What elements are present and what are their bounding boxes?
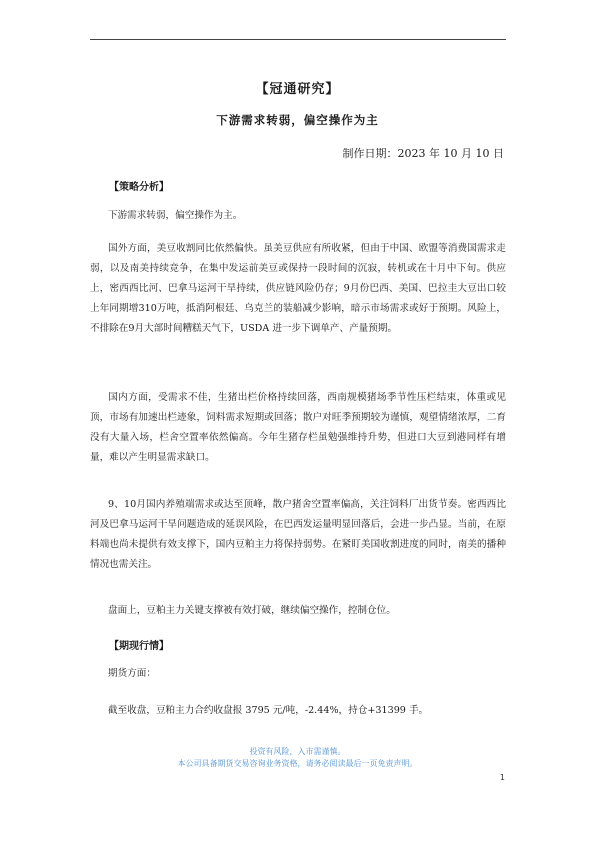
paragraph-domestic	[90, 388, 506, 468]
paragraph-trading	[90, 601, 506, 621]
qualification-disclaimer: 本公司具备期货交易咨询业务资格，请务必阅读最后一页免责声明。	[177, 759, 418, 768]
risk-disclaimer: 投资有风险，入市需谨慎。	[249, 747, 346, 756]
section-market-heading: 【期现行情】	[109, 641, 169, 652]
paragraph-outlook	[90, 495, 506, 575]
paragraph-overseas-text: 国外方面，美豆收割同比依然偏快。虽美豆供应有所收紧，但由于中国、欧盟等消费国需求走弱，以及南美持续竞争，在集中发运前美豆或保持一段时间的沉寂，转机或在十月中下旬。供应上，密西西比河、巴拿马运河干旱持续，供应链风险仍存；9月份巴西、美国、巴拉圭大豆出口较上年同期增310万吨，抵消阿根廷、乌克兰的装船减少影响，暗示市场需求或好于预期。风险上，不排除在9月大部时间糟糕天气下，USDA 进一步下调单产、产量预期。	[90, 243, 506, 334]
section-strategy-heading: 【策略分析】	[109, 182, 169, 193]
paragraph-outlook-text: 9、10月国内养殖端需求或达至顶峰，散户猪舍空置率偏高，关注饲料厂出货节奏。密西西比河及巴拿马运河干旱问题造成的延误风险，在巴西发运量明显回落后，会进一步凸显。当前，在原料端也尚未提供有效支撑下，国内豆粕主力将保持弱势。在紧盯美国收割进度的同时，南美的播种情况也需关注。	[90, 499, 506, 570]
paragraph-close-price	[90, 701, 506, 721]
paragraph-futures-label	[90, 664, 506, 684]
paragraph-overseas	[90, 239, 506, 339]
paragraph-futures-label-text: 期货方面：	[108, 668, 156, 679]
report-date: 制作日期：2023 年 10 月 10 日	[342, 147, 504, 160]
paragraph-trading-text: 盘面上，豆粕主力关键支撑被有效打破，继续偏空操作，控制仓位。	[108, 605, 396, 616]
header-rule	[90, 39, 506, 40]
report-title: 【冠通研究】	[255, 82, 340, 97]
paragraph-domestic-text: 国内方面，受需求不佳，生猪出栏价格持续回落，西南规模猪场季节性压栏结束，体重或见顶，市场有加速出栏迹象，饲料需求短期或回落；散户对旺季预期较为谨慎，观望情绪浓厚，二育没有大量入场，栏舍空置率依然偏高。今年生猪存栏虽勉强维持升势，但进口大豆到港同样有增量，难以产生明显需求缺口。	[90, 392, 506, 463]
paragraph-summary-text: 下游需求转弱，偏空操作为主。	[108, 210, 243, 221]
paragraph-close-price-text: 截至收盘，豆粕主力合约收盘报 3795 元/吨，-2.44%，持仓+31399 手。	[108, 705, 429, 716]
page-number: 1	[499, 773, 505, 782]
paragraph-summary	[90, 206, 506, 226]
report-subtitle: 下游需求转弱，偏空操作为主	[216, 113, 379, 127]
